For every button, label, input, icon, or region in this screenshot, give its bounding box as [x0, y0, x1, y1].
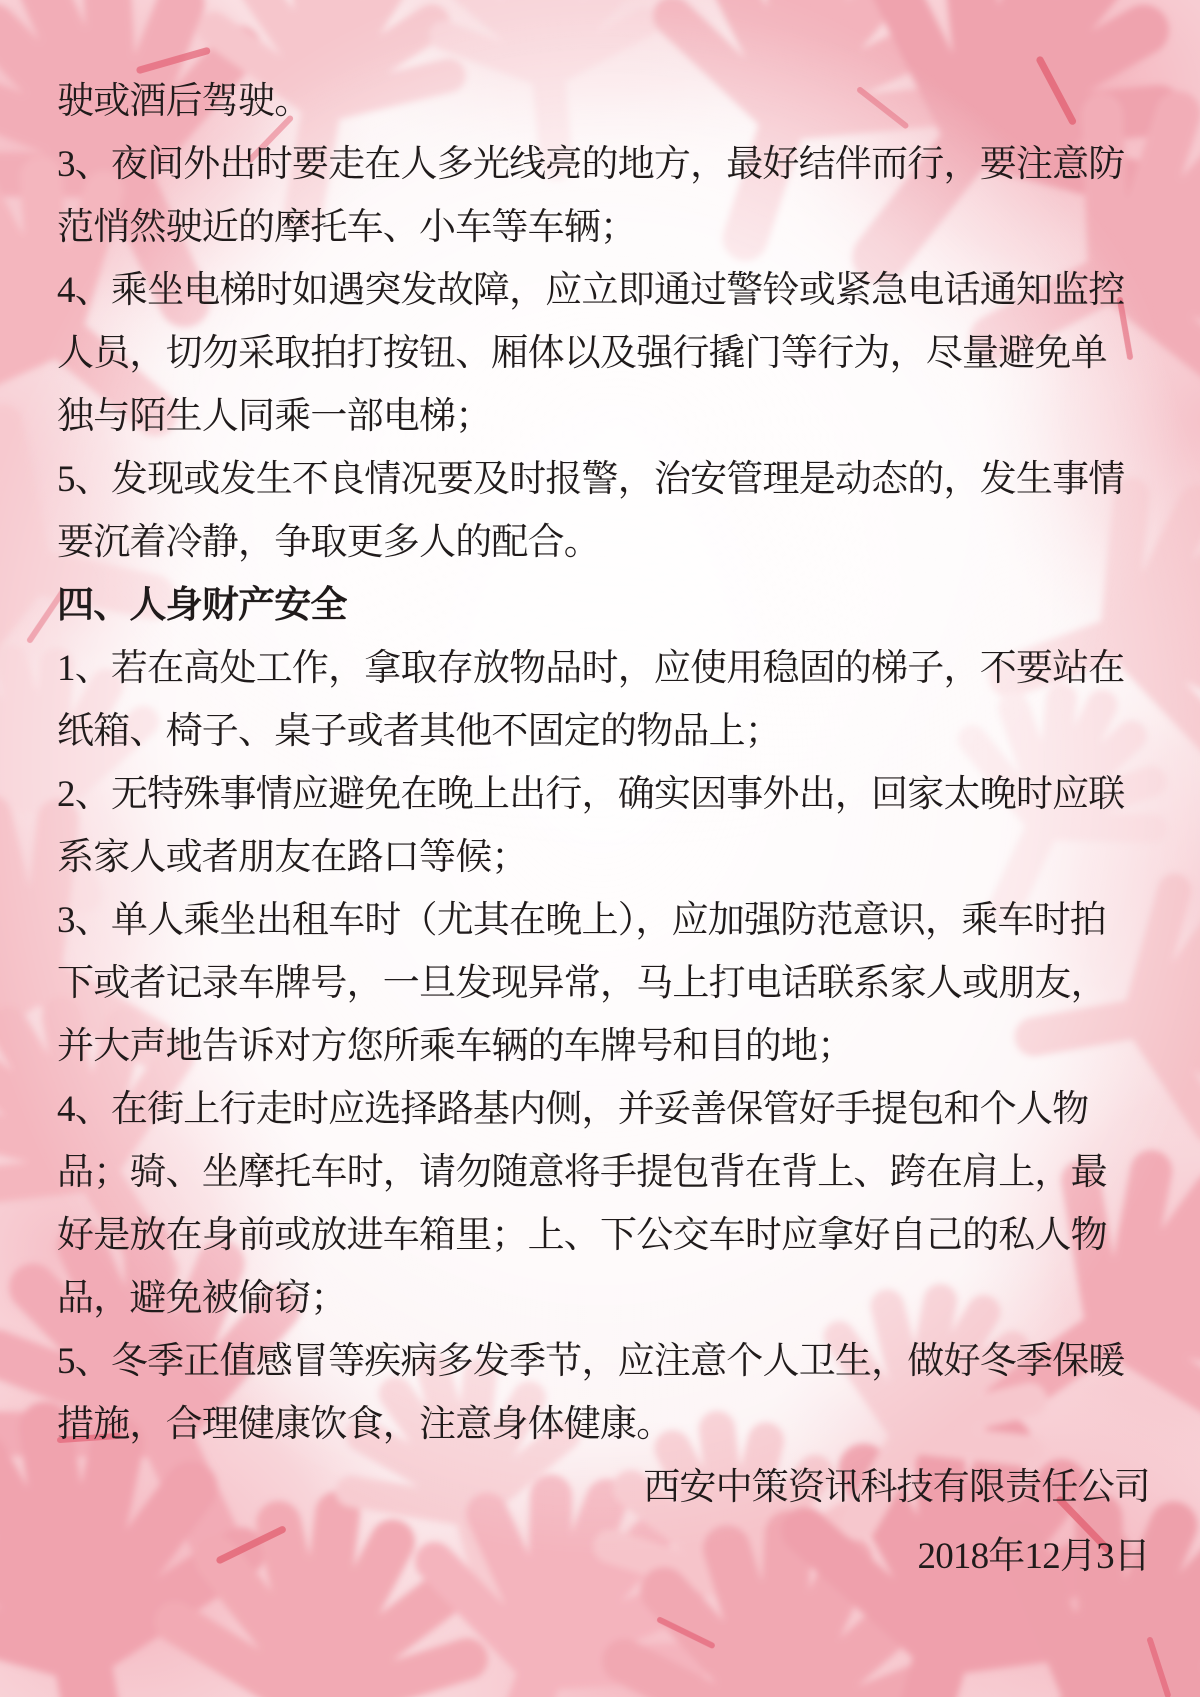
- text-line: 1、若在高处工作，拿取存放物品时，应使用稳固的梯子，不要站在: [57, 648, 1125, 689]
- text-line: 3、夜间外出时要走在人多光线亮的地方，最好结伴而行，要注意防: [57, 144, 1125, 185]
- text-line: 要沉着冷静，争取更多人的配合。: [57, 522, 600, 563]
- text-line: 纸箱、椅子、桌子或者其他不固定的物品上；: [57, 711, 781, 752]
- text-line: 措施，合理健康饮食，注意身体健康。: [57, 1404, 673, 1445]
- text-line: 品，避免被偷窃；: [57, 1278, 347, 1319]
- text-line: 3、单人乘坐出租车时（尤其在晚上），应加强防范意识，乘车时拍: [57, 900, 1106, 941]
- text-line: 品；骑、坐摩托车时，请勿随意将手提包背在背上、跨在肩上，最: [57, 1152, 1107, 1193]
- text-line: 系家人或者朋友在路口等候；: [57, 837, 528, 878]
- text-line: 独与陌生人同乘一部电梯；: [57, 396, 492, 437]
- paragraphs-container: [57, 70, 1150, 1456]
- text-line: 好是放在身前或放进车箱里；上、下公交车时应拿好自己的私人物: [57, 1215, 1107, 1256]
- company-signature: 西安中策资讯科技有限责任公司: [643, 1467, 1150, 1508]
- text-line: 下或者记录车牌号，一旦发现异常，马上打电话联系家人或朋友，: [57, 963, 1107, 1004]
- text-line: 驶或酒后驾驶。: [57, 81, 311, 122]
- text-line: 并大声地告诉对方您所乘车辆的车牌号和目的地；: [57, 1026, 854, 1067]
- text-line: 人员，切勿采取拍打按钮、厢体以及强行撬门等行为，尽量避免单: [57, 333, 1107, 374]
- document-date: 2018年12月3日: [917, 1536, 1150, 1577]
- text-line: 2、无特殊事情应避免在晚上出行，确实因事外出，回家太晚时应联: [57, 774, 1125, 815]
- text-line: 5、冬季正值感冒等疾病多发季节，应注意个人卫生，做好冬季保暖: [57, 1341, 1125, 1382]
- section-heading: 四、人身财产安全: [57, 585, 347, 626]
- text-line: 5、发现或发生不良情况要及时报警，治安管理是动态的，发生事情: [57, 459, 1125, 500]
- closing-block: [57, 1456, 1150, 1588]
- text-line: 范悄然驶近的摩托车、小车等车辆；: [57, 207, 637, 248]
- text-line: 4、在街上行走时应选择路基内侧，并妥善保管好手提包和个人物: [57, 1089, 1089, 1130]
- document-content: [57, 70, 1150, 1588]
- text-line: 4、乘坐电梯时如遇突发故障，应立即通过警铃或紧急电话通知监控: [57, 270, 1125, 311]
